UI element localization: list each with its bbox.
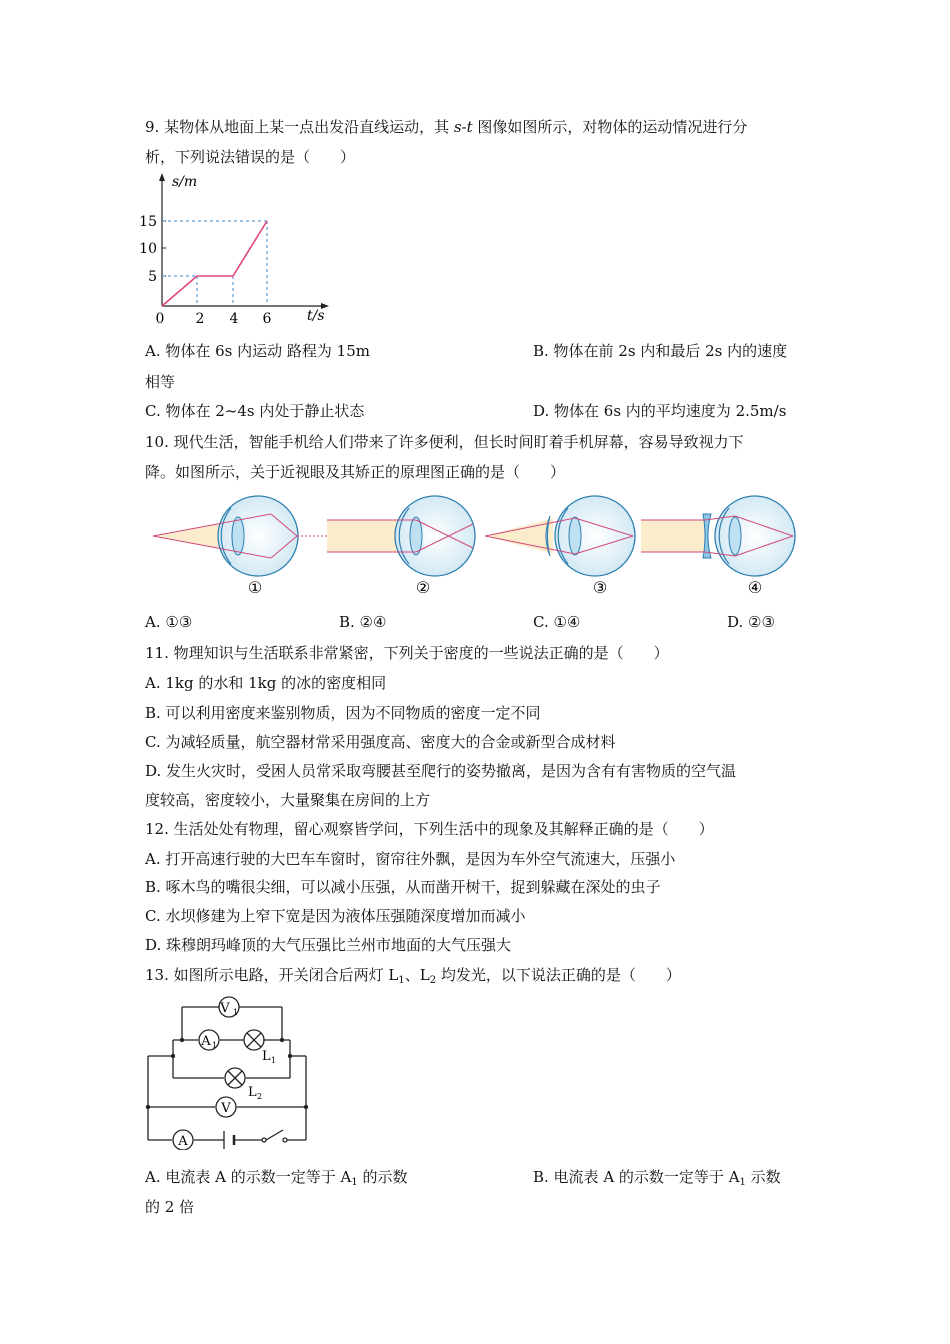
- q12-option-b[interactable]: B. 啄木鸟的嘴很尖细，可以减小压强，从而凿开树干，捉到躲藏在深处的虫子: [145, 878, 661, 896]
- y-tick-10: 10: [139, 241, 157, 257]
- eye-diagram-3: [485, 496, 635, 576]
- svg-text:1: 1: [212, 1041, 218, 1050]
- svg-text:A: A: [201, 1034, 211, 1049]
- y-axis-label: s/m: [172, 174, 198, 190]
- q10-stem-line2: 降。如图所示，关于近视眼及其矫正的原理图正确的是（ ）: [145, 463, 566, 481]
- q9-option-a[interactable]: A. 物体在 6s 内运动 路程为 15m: [145, 342, 370, 360]
- q12-option-d[interactable]: D. 珠穆朗玛峰顶的大气压强比兰州市地面的大气压强大: [145, 936, 512, 954]
- q13-stem: 13. 如图所示电路，开关闭合后两灯 $L_1$、$L_2$ 均发光，以下说法正确的是（ ）: [145, 966, 681, 986]
- x-tick-4: 4: [229, 311, 239, 327]
- q9-option-c[interactable]: C. 物体在 2~4s 内处于静止状态: [145, 402, 365, 420]
- q9-option-b-cont: 相等: [145, 373, 176, 391]
- y-axis-arrow: [159, 173, 165, 181]
- eye-diagram-1: [153, 496, 327, 576]
- q13-option-b[interactable]: B. 电流表 A 的示数一定等于 $A_1$ 示数: [533, 1168, 781, 1188]
- q12-option-a[interactable]: A. 打开高速行驶的大巴车车窗时，窗帘往外飘，是因为车外空气流速大，压强小: [145, 850, 676, 868]
- q12-stem: 12. 生活处处有物理，留心观察皆学问，下列生活中的现象及其解释正确的是（ ）: [145, 820, 714, 838]
- q10-option-c[interactable]: C. ①④: [533, 613, 581, 631]
- q11-option-a[interactable]: A. 1kg 的水和 1kg 的冰的密度相同: [145, 674, 387, 692]
- q13-option-a[interactable]: A. 电流表 A 的示数一定等于 $A_1$ 的示数: [145, 1168, 408, 1188]
- q13-option-b-cont: 的 2 倍: [145, 1198, 195, 1216]
- q10-option-b[interactable]: B. ②④: [339, 613, 387, 631]
- svg-text:1: 1: [271, 1056, 277, 1065]
- q10-eye-diagrams: [145, 488, 805, 603]
- svg-text:L: L: [248, 1085, 257, 1100]
- q11-stem: 11. 物理知识与生活联系非常紧密，下列关于密度的一些说法正确的是（ ）: [145, 644, 669, 662]
- svg-text:A: A: [178, 1134, 188, 1149]
- q10-option-a[interactable]: A. ①③: [145, 613, 193, 631]
- y-tick-15: 15: [139, 214, 157, 230]
- q12-option-c[interactable]: C. 水坝修建为上窄下宽是因为液体压强随深度增加而减小: [145, 907, 526, 925]
- q11-option-b[interactable]: B. 可以利用密度来鉴别物质，因为不同物质的密度一定不同: [145, 704, 541, 722]
- q9-st-graph: [138, 170, 338, 330]
- q9-option-b[interactable]: B. 物体在前 2s 内和最后 2s 内的速度: [533, 342, 788, 360]
- svg-text:V: V: [220, 1001, 230, 1016]
- svg-text:L: L: [262, 1049, 271, 1064]
- x-tick-0: 0: [155, 311, 165, 327]
- eye-diagram-4: [641, 496, 795, 576]
- q13-circuit-diagram: [140, 990, 320, 1150]
- eye-diagram-2: [327, 496, 475, 576]
- eye-label-1: ①: [247, 578, 263, 597]
- eye-label-4: ④: [747, 578, 763, 597]
- q11-option-d[interactable]: D. 发生火灾时，受困人员常采取弯腰甚至爬行的姿势撤离，是因为含有有害物质的空气温: [145, 762, 737, 780]
- svg-text:1: 1: [233, 1008, 239, 1017]
- eye-label-2: ②: [415, 578, 431, 597]
- x-tick-6: 6: [262, 311, 272, 327]
- q11-option-c[interactable]: C. 为减轻质量，航空器材常采用强度高、密度大的合金或新型合成材料: [145, 733, 616, 751]
- q11-option-d-cont: 度较高，密度较小，大量聚集在房间的上方: [145, 791, 431, 809]
- q9-option-d[interactable]: D. 物体在 6s 内的平均速度为 2.5m/s: [533, 402, 787, 420]
- svg-text:V: V: [221, 1101, 231, 1116]
- q10-stem-line1: 10. 现代生活，智能手机给人们带来了许多便利，但长时间盯着手机屏幕，容易导致视力下: [145, 433, 744, 451]
- y-tick-5: 5: [148, 269, 157, 285]
- x-tick-2: 2: [195, 311, 205, 327]
- q9-stem-line1: 9. 某物体从地面上某一点出发沿直线运动，其 s-t 图像如图所示，对物体的运动情况进行分: [145, 118, 748, 136]
- q10-option-d[interactable]: D. ②③: [727, 613, 775, 631]
- st-line: [162, 221, 267, 306]
- x-axis-label: t/s: [307, 308, 325, 324]
- svg-text:2: 2: [257, 1092, 263, 1101]
- q9-stem-line2: 析，下列说法错误的是（ ）: [145, 148, 356, 166]
- eye-label-3: ③: [592, 578, 608, 597]
